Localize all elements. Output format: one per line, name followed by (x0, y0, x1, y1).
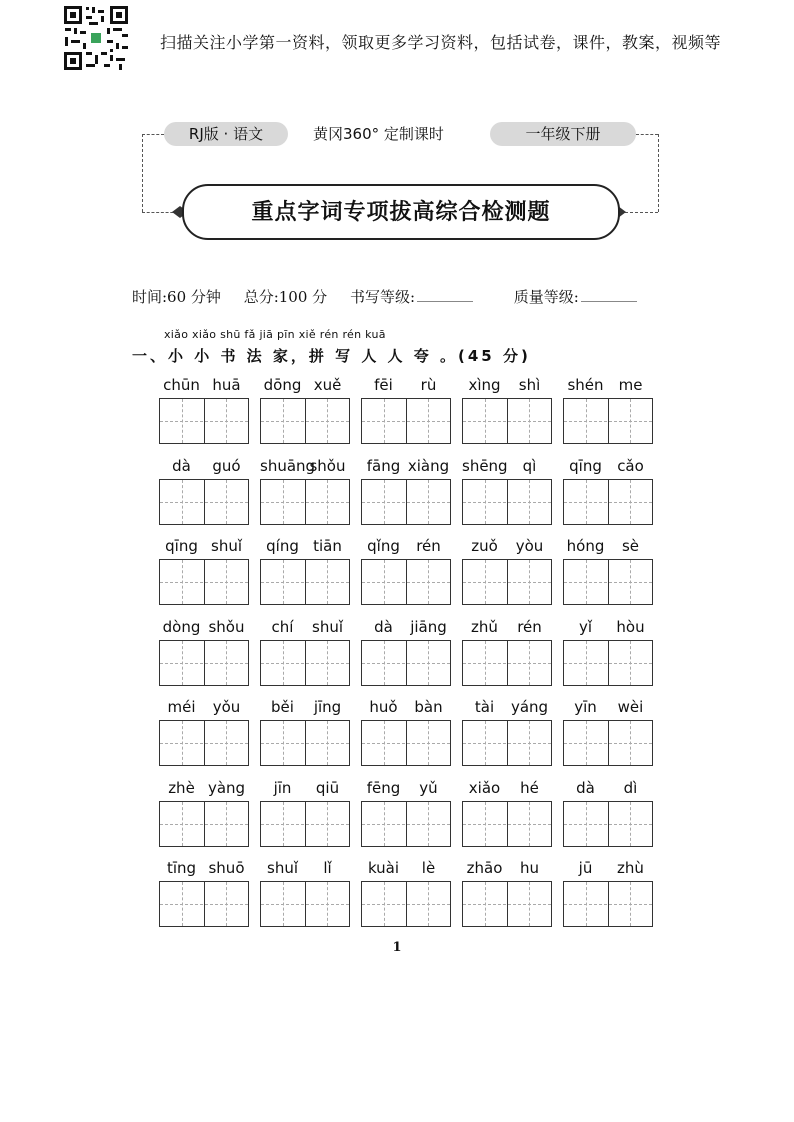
writing-box[interactable] (462, 881, 552, 927)
pinyin-syllable: yǒu (212, 698, 241, 716)
pinyin-label (159, 457, 249, 477)
pinyin-label (159, 859, 249, 879)
pinyin-syllable: hu (519, 859, 539, 877)
writing-box[interactable] (260, 881, 350, 927)
writing-box[interactable] (361, 398, 451, 444)
writing-box[interactable] (159, 720, 249, 766)
pinyin-label (159, 698, 249, 718)
pinyin-syllable: qiū (315, 778, 340, 797)
question-title: 一、小 小 书 法 家，拼 写 人 人 夸 。(45 分) (132, 347, 531, 365)
writing-box[interactable] (563, 720, 653, 766)
pinyin-syllable: fēng (366, 778, 401, 797)
pinyin-syllable: cǎo (617, 456, 644, 475)
pinyin-syllable: qīng (165, 537, 198, 555)
pinyin-syllable: sè (621, 537, 640, 555)
exam-info (132, 286, 673, 307)
writing-box[interactable] (159, 801, 249, 847)
pinyin-syllable: wèi (617, 698, 644, 716)
pinyin-syllable: shǒu (208, 617, 245, 636)
writing-box[interactable] (563, 479, 653, 525)
pinyin-syllable: qíng (266, 537, 299, 555)
writing-box[interactable] (361, 559, 451, 605)
pinyin-syllable: qǐng (367, 537, 400, 555)
pinyin-syllable: yáng (510, 698, 549, 716)
pinyin-syllable: jiāng (410, 617, 447, 636)
pinyin-syllable: guó (212, 456, 241, 475)
pinyin-syllable: tīng (166, 859, 197, 877)
pinyin-label (260, 779, 350, 799)
writing-box[interactable] (260, 559, 350, 605)
page-title: 重点字词专项拔高综合检测题 (182, 184, 620, 240)
pinyin-syllable: bàn (414, 698, 443, 716)
pinyin-syllable: dà (172, 456, 191, 475)
writing-grade-label: 书写等级: (350, 288, 491, 306)
pinyin-syllable: jīn (273, 778, 292, 797)
pinyin-label (462, 537, 552, 557)
pinyin-label (159, 376, 249, 396)
pinyin-syllable: me (618, 376, 643, 394)
writing-box[interactable] (159, 559, 249, 605)
pinyin-label (159, 537, 249, 557)
edition-badge: RJ版 · 语文 (164, 122, 288, 146)
pinyin-syllable: jīng (313, 698, 342, 716)
pinyin-label (159, 779, 249, 799)
series-label: 黄冈360° 定制课时 (313, 125, 444, 143)
time-limit: 时间:60 分钟 (132, 288, 221, 306)
pinyin-syllable: fāng (366, 456, 401, 475)
pinyin-syllable: shuāng (260, 456, 316, 475)
pinyin-label (361, 537, 451, 557)
pinyin-syllable: méi (167, 698, 196, 716)
pinyin-syllable: fēi (374, 376, 393, 394)
pinyin-syllable: huǒ (369, 698, 398, 716)
pinyin-syllable: shì (518, 376, 541, 394)
writing-box[interactable] (462, 479, 552, 525)
pinyin-label (361, 779, 451, 799)
pinyin-syllable: huā (212, 376, 241, 394)
pinyin-syllable: zhè (168, 778, 195, 797)
pinyin-syllable: zhù (617, 859, 644, 877)
pinyin-syllable: chí (271, 617, 294, 636)
pinyin-syllable: shuǐ (211, 537, 242, 555)
pinyin-syllable: xiǎo (468, 778, 501, 797)
pinyin-syllable: dì (623, 778, 638, 797)
writing-box[interactable] (260, 640, 350, 686)
pinyin-syllable: xìng (468, 376, 501, 394)
pinyin-label (260, 457, 350, 477)
pinyin-syllable: shuǐ (312, 617, 343, 636)
pinyin-syllable: lǐ (323, 859, 332, 877)
pinyin-syllable: lè (421, 859, 436, 877)
pinyin-syllable: jū (578, 859, 593, 877)
writing-box[interactable] (361, 640, 451, 686)
pinyin-syllable: rén (517, 617, 542, 636)
pinyin-syllable: zuǒ (471, 537, 498, 555)
title-banner (140, 118, 660, 248)
writing-box[interactable] (563, 559, 653, 605)
pinyin-syllable: zhāo (466, 859, 503, 877)
pinyin-syllable: dòng (162, 617, 201, 636)
writing-box[interactable] (260, 398, 350, 444)
pinyin-label (361, 618, 451, 638)
pinyin-syllable: hòu (616, 617, 645, 636)
pinyin-syllable: dà (576, 778, 595, 797)
pinyin-syllable: yīn (574, 698, 597, 716)
pinyin-label (260, 698, 350, 718)
writing-box[interactable] (563, 640, 653, 686)
pinyin-label (260, 618, 350, 638)
pinyin-syllable: shén (567, 376, 604, 394)
writing-box[interactable] (159, 398, 249, 444)
writing-box[interactable] (462, 640, 552, 686)
pinyin-syllable: běi (271, 698, 294, 716)
grade-badge: 一年级下册 (490, 122, 636, 146)
promo-text: 扫描关注小学第一资料，领取更多学习资料，包括试卷，课件，教案，视频等 (160, 33, 722, 52)
pinyin-syllable: dà (374, 617, 393, 636)
writing-box[interactable] (260, 720, 350, 766)
pinyin-label (260, 376, 350, 396)
pinyin-syllable: xiàng (407, 456, 450, 475)
writing-box[interactable] (462, 801, 552, 847)
pinyin-label (563, 376, 653, 396)
writing-box[interactable] (260, 801, 350, 847)
pinyin-syllable: yǐ (578, 617, 593, 636)
writing-box[interactable] (260, 479, 350, 525)
pinyin-syllable: kuài (367, 859, 400, 877)
pinyin-syllable: hé (520, 778, 539, 797)
question-pinyin: xiǎo xiǎo shū fǎ jiā pīn xiě rén rén kuā (164, 328, 386, 341)
pinyin-label (563, 698, 653, 718)
quality-grade-label: 质量等级: (514, 288, 655, 306)
pinyin-label (563, 537, 653, 557)
pinyin-label (563, 457, 653, 477)
pinyin-syllable: shǒu (309, 456, 346, 475)
pinyin-label (462, 618, 552, 638)
pinyin-syllable: shuō (208, 859, 245, 877)
writing-box[interactable] (563, 801, 653, 847)
pinyin-label (563, 779, 653, 799)
pinyin-syllable: shuǐ (267, 859, 298, 877)
page-number: 1 (392, 940, 402, 955)
pinyin-syllable: yǔ (419, 778, 438, 797)
pinyin-syllable: tài (474, 698, 495, 716)
pinyin-label (462, 376, 552, 396)
pinyin-syllable: yàng (207, 778, 246, 797)
pinyin-syllable: rù (420, 376, 437, 394)
pinyin-syllable: hóng (566, 537, 605, 555)
writing-box[interactable] (159, 881, 249, 927)
pinyin-syllable: qīng (569, 456, 602, 475)
pinyin-syllable: yòu (515, 537, 544, 555)
pinyin-syllable: qì (522, 456, 537, 475)
writing-box[interactable] (159, 640, 249, 686)
writing-box[interactable] (361, 479, 451, 525)
pinyin-label (462, 698, 552, 718)
writing-box[interactable] (563, 398, 653, 444)
pinyin-syllable: chūn (163, 376, 200, 394)
pinyin-label (361, 457, 451, 477)
writing-box[interactable] (159, 479, 249, 525)
writing-box[interactable] (361, 801, 451, 847)
pinyin-label (563, 618, 653, 638)
writing-box[interactable] (462, 398, 552, 444)
writing-box[interactable] (462, 720, 552, 766)
writing-box[interactable] (462, 559, 552, 605)
qr-code-icon (62, 4, 130, 72)
writing-box[interactable] (563, 881, 653, 927)
pinyin-label (260, 537, 350, 557)
pinyin-syllable: dōng (263, 376, 302, 394)
pinyin-label (361, 698, 451, 718)
pinyin-label (462, 859, 552, 879)
pinyin-syllable: shēng (462, 456, 508, 475)
pinyin-label (260, 859, 350, 879)
pinyin-label (159, 618, 249, 638)
pinyin-label (563, 859, 653, 879)
pinyin-syllable: zhǔ (471, 617, 498, 636)
pinyin-label (462, 457, 552, 477)
pinyin-label (462, 779, 552, 799)
pinyin-syllable: xuě (313, 376, 342, 394)
pinyin-label (361, 376, 451, 396)
pinyin-syllable: rén (416, 537, 441, 555)
pinyin-syllable: tiān (313, 537, 342, 555)
writing-box[interactable] (361, 720, 451, 766)
pinyin-label (361, 859, 451, 879)
total-score: 总分:100 分 (243, 288, 328, 306)
writing-box[interactable] (361, 881, 451, 927)
